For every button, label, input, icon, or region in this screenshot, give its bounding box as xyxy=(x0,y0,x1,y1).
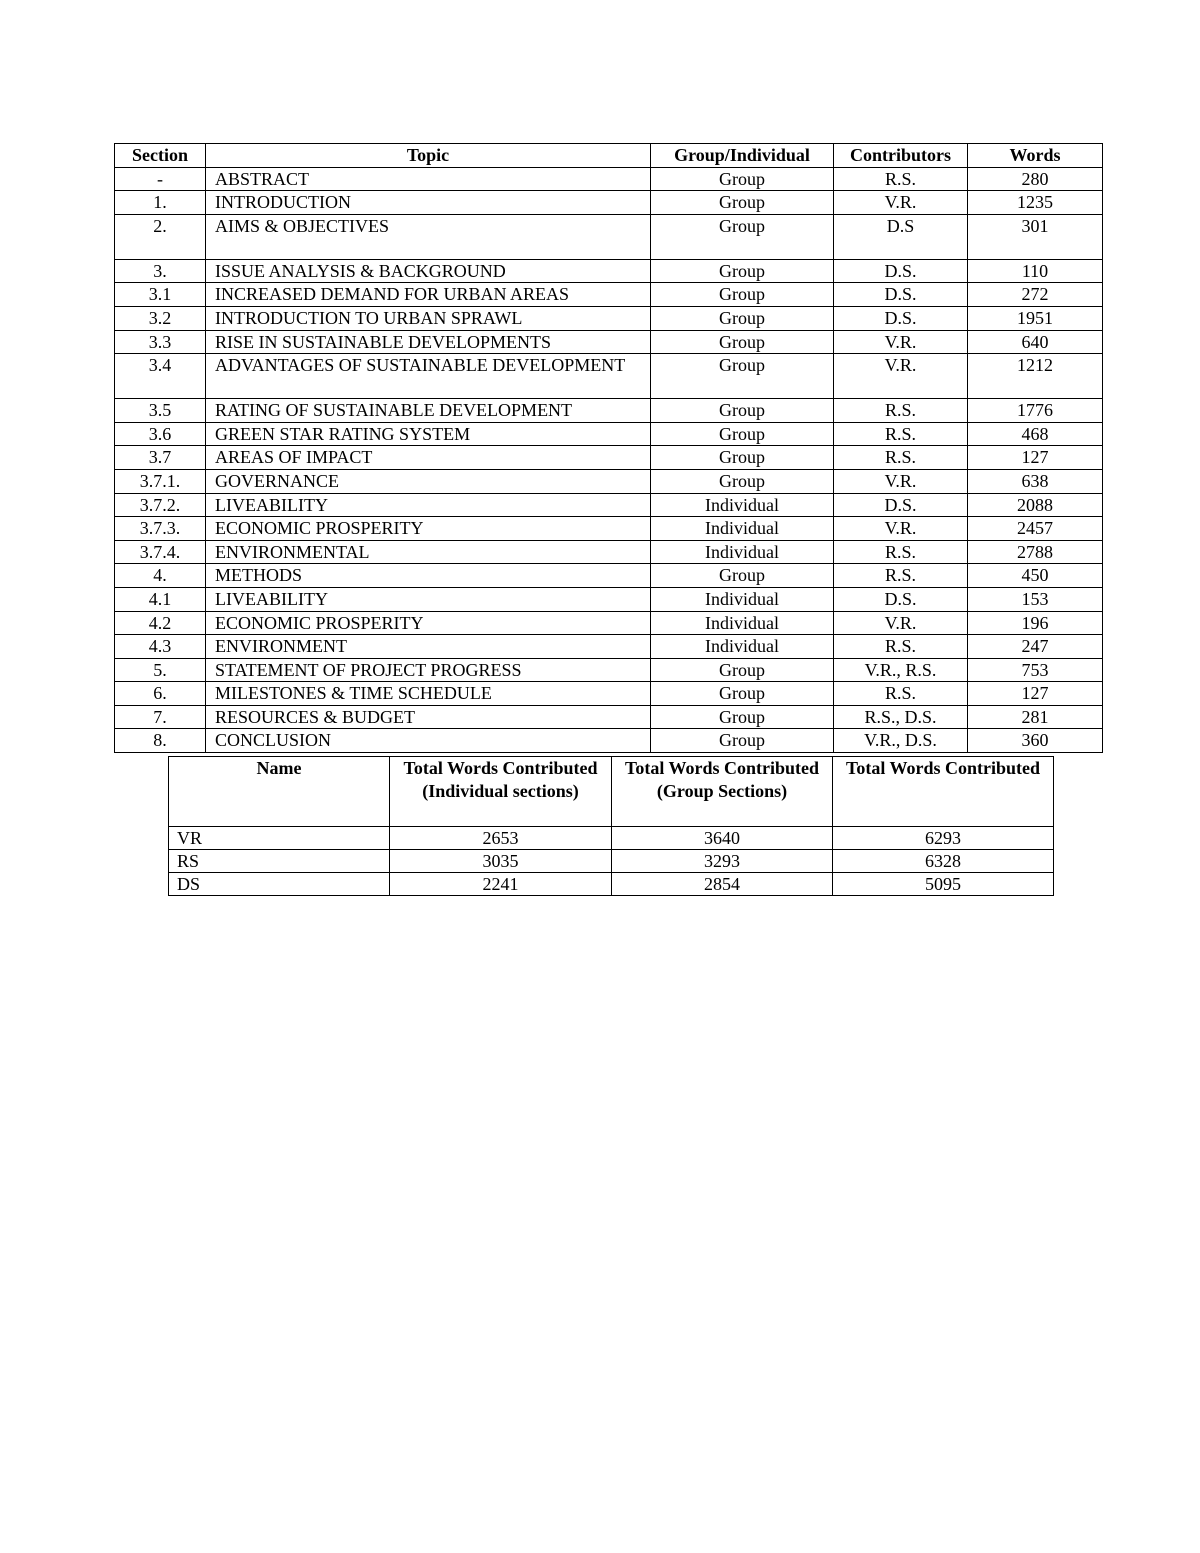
header-section: Section xyxy=(115,144,206,168)
contributors-cell: V.R. xyxy=(834,611,968,635)
contributors-cell: V.R. xyxy=(834,191,968,215)
contributors-cell: D.S xyxy=(834,214,968,259)
type-cell: Group xyxy=(651,399,834,423)
topic-cell: LIVEABILITY xyxy=(206,493,651,517)
topic-cell: GOVERNANCE xyxy=(206,469,651,493)
section-cell: 3.7.1. xyxy=(115,469,206,493)
totals-table xyxy=(168,756,1054,896)
section-cell: 3.5 xyxy=(115,399,206,423)
type-cell: Group xyxy=(651,564,834,588)
section-cell: 3.4 xyxy=(115,354,206,399)
table-row xyxy=(115,259,1103,283)
section-cell: 1. xyxy=(115,191,206,215)
table-row xyxy=(115,422,1103,446)
words-cell: 468 xyxy=(968,422,1103,446)
group-total-cell: 2854 xyxy=(612,873,833,896)
type-cell: Group xyxy=(651,191,834,215)
contributors-cell: V.R. xyxy=(834,469,968,493)
section-cell: 5. xyxy=(115,658,206,682)
topic-cell: MILESTONES & TIME SCHEDULE xyxy=(206,682,651,706)
group-total-cell: 3640 xyxy=(612,827,833,850)
contributors-cell: R.S. xyxy=(834,446,968,470)
topic-cell: ISSUE ANALYSIS & BACKGROUND xyxy=(206,259,651,283)
contributors-cell: D.S. xyxy=(834,306,968,330)
contributors-cell: R.S. xyxy=(834,635,968,659)
section-cell: 3. xyxy=(115,259,206,283)
table-row xyxy=(115,354,1103,399)
topic-cell: RESOURCES & BUDGET xyxy=(206,705,651,729)
contributors-cell: R.S. xyxy=(834,540,968,564)
topic-cell: LIVEABILITY xyxy=(206,587,651,611)
table-row xyxy=(115,682,1103,706)
sections-table xyxy=(114,143,1103,753)
type-cell: Group xyxy=(651,214,834,259)
individual-total-cell: 3035 xyxy=(390,850,612,873)
type-cell: Group xyxy=(651,658,834,682)
section-cell: 4. xyxy=(115,564,206,588)
table-row xyxy=(115,564,1103,588)
words-cell: 247 xyxy=(968,635,1103,659)
sections-header-row xyxy=(115,144,1103,168)
table-row xyxy=(169,873,1054,896)
words-cell: 640 xyxy=(968,330,1103,354)
section-cell: 3.1 xyxy=(115,283,206,307)
words-cell: 1951 xyxy=(968,306,1103,330)
name-cell: VR xyxy=(169,827,390,850)
section-cell: 3.7.2. xyxy=(115,493,206,517)
type-cell: Individual xyxy=(651,540,834,564)
type-cell: Group xyxy=(651,306,834,330)
table-row xyxy=(115,330,1103,354)
section-cell: 7. xyxy=(115,705,206,729)
section-cell: 3.7.4. xyxy=(115,540,206,564)
topic-cell: INCREASED DEMAND FOR URBAN AREAS xyxy=(206,283,651,307)
words-cell: 2457 xyxy=(968,517,1103,541)
individual-total-cell: 2653 xyxy=(390,827,612,850)
header-name: Name xyxy=(169,757,390,827)
individual-total-cell: 2241 xyxy=(390,873,612,896)
topic-cell: AIMS & OBJECTIVES xyxy=(206,214,651,259)
section-cell: 2. xyxy=(115,214,206,259)
contributors-cell: V.R., D.S. xyxy=(834,729,968,753)
topic-cell: ENVIRONMENT xyxy=(206,635,651,659)
type-cell: Group xyxy=(651,682,834,706)
section-cell: 4.2 xyxy=(115,611,206,635)
contributors-cell: V.R. xyxy=(834,354,968,399)
table-row xyxy=(115,658,1103,682)
table-row xyxy=(115,540,1103,564)
words-cell: 127 xyxy=(968,682,1103,706)
words-cell: 638 xyxy=(968,469,1103,493)
table-row xyxy=(115,167,1103,191)
table-row xyxy=(169,827,1054,850)
words-cell: 196 xyxy=(968,611,1103,635)
contributors-cell: D.S. xyxy=(834,259,968,283)
topic-cell: RATING OF SUSTAINABLE DEVELOPMENT xyxy=(206,399,651,423)
type-cell: Individual xyxy=(651,493,834,517)
words-cell: 753 xyxy=(968,658,1103,682)
type-cell: Group xyxy=(651,167,834,191)
contributors-cell: V.R. xyxy=(834,517,968,541)
words-cell: 1212 xyxy=(968,354,1103,399)
name-cell: RS xyxy=(169,850,390,873)
table-row xyxy=(115,611,1103,635)
contributors-cell: V.R. xyxy=(834,330,968,354)
words-cell: 2788 xyxy=(968,540,1103,564)
table-row xyxy=(169,850,1054,873)
table-row xyxy=(115,517,1103,541)
type-cell: Group xyxy=(651,354,834,399)
topic-cell: CONCLUSION xyxy=(206,729,651,753)
words-cell: 360 xyxy=(968,729,1103,753)
topic-cell: ECONOMIC PROSPERITY xyxy=(206,611,651,635)
type-cell: Group xyxy=(651,729,834,753)
topic-cell: RISE IN SUSTAINABLE DEVELOPMENTS xyxy=(206,330,651,354)
contributors-cell: V.R., R.S. xyxy=(834,658,968,682)
table-row xyxy=(115,306,1103,330)
table-row xyxy=(115,446,1103,470)
section-cell: 6. xyxy=(115,682,206,706)
topic-cell: INTRODUCTION TO URBAN SPRAWL xyxy=(206,306,651,330)
type-cell: Individual xyxy=(651,517,834,541)
words-cell: 110 xyxy=(968,259,1103,283)
topic-cell: ENVIRONMENTAL xyxy=(206,540,651,564)
contributors-cell: R.S. xyxy=(834,167,968,191)
words-cell: 272 xyxy=(968,283,1103,307)
words-cell: 450 xyxy=(968,564,1103,588)
topic-cell: AREAS OF IMPACT xyxy=(206,446,651,470)
table-row xyxy=(115,635,1103,659)
topic-cell: ECONOMIC PROSPERITY xyxy=(206,517,651,541)
header-contributors: Contributors xyxy=(834,144,968,168)
type-cell: Individual xyxy=(651,587,834,611)
section-cell: 3.2 xyxy=(115,306,206,330)
totals-header-row xyxy=(169,757,1054,827)
words-cell: 2088 xyxy=(968,493,1103,517)
section-cell: 4.3 xyxy=(115,635,206,659)
type-cell: Individual xyxy=(651,611,834,635)
type-cell: Group xyxy=(651,259,834,283)
section-cell: 4.1 xyxy=(115,587,206,611)
type-cell: Group xyxy=(651,446,834,470)
type-cell: Group xyxy=(651,283,834,307)
section-cell: 3.7 xyxy=(115,446,206,470)
type-cell: Individual xyxy=(651,635,834,659)
contributors-cell: D.S. xyxy=(834,493,968,517)
words-cell: 301 xyxy=(968,214,1103,259)
table-row xyxy=(115,214,1103,259)
header-total-individual: Total Words Contributed (Individual sections) xyxy=(390,757,612,827)
words-cell: 153 xyxy=(968,587,1103,611)
topic-cell: GREEN STAR RATING SYSTEM xyxy=(206,422,651,446)
total-cell: 6293 xyxy=(833,827,1054,850)
total-cell: 5095 xyxy=(833,873,1054,896)
table-row xyxy=(115,469,1103,493)
group-total-cell: 3293 xyxy=(612,850,833,873)
section-cell: - xyxy=(115,167,206,191)
type-cell: Group xyxy=(651,422,834,446)
section-cell: 3.7.3. xyxy=(115,517,206,541)
contributors-cell: R.S. xyxy=(834,422,968,446)
contributors-cell: R.S., D.S. xyxy=(834,705,968,729)
type-cell: Group xyxy=(651,469,834,493)
topic-cell: STATEMENT OF PROJECT PROGRESS xyxy=(206,658,651,682)
section-cell: 3.3 xyxy=(115,330,206,354)
words-cell: 1235 xyxy=(968,191,1103,215)
words-cell: 1776 xyxy=(968,399,1103,423)
header-group-individual: Group/Individual xyxy=(651,144,834,168)
topic-cell: INTRODUCTION xyxy=(206,191,651,215)
section-cell: 8. xyxy=(115,729,206,753)
topic-cell: METHODS xyxy=(206,564,651,588)
header-total-contributed: Total Words Contributed xyxy=(833,757,1054,827)
words-cell: 281 xyxy=(968,705,1103,729)
header-total-group: Total Words Contributed (Group Sections) xyxy=(612,757,833,827)
words-cell: 127 xyxy=(968,446,1103,470)
table-row xyxy=(115,399,1103,423)
contributors-cell: R.S. xyxy=(834,682,968,706)
section-cell: 3.6 xyxy=(115,422,206,446)
table-row xyxy=(115,729,1103,753)
contributors-cell: D.S. xyxy=(834,587,968,611)
total-cell: 6328 xyxy=(833,850,1054,873)
contributors-cell: D.S. xyxy=(834,283,968,307)
words-cell: 280 xyxy=(968,167,1103,191)
contributors-cell: R.S. xyxy=(834,399,968,423)
contributors-cell: R.S. xyxy=(834,564,968,588)
table-row xyxy=(115,283,1103,307)
sections-table-body xyxy=(115,167,1103,752)
type-cell: Group xyxy=(651,330,834,354)
table-row xyxy=(115,493,1103,517)
header-words: Words xyxy=(968,144,1103,168)
topic-cell: ADVANTAGES OF SUSTAINABLE DEVELOPMENT xyxy=(206,354,651,399)
name-cell: DS xyxy=(169,873,390,896)
totals-table-body xyxy=(169,827,1054,896)
topic-cell: ABSTRACT xyxy=(206,167,651,191)
table-row xyxy=(115,191,1103,215)
header-topic: Topic xyxy=(206,144,651,168)
table-row xyxy=(115,587,1103,611)
table-row xyxy=(115,705,1103,729)
type-cell: Group xyxy=(651,705,834,729)
